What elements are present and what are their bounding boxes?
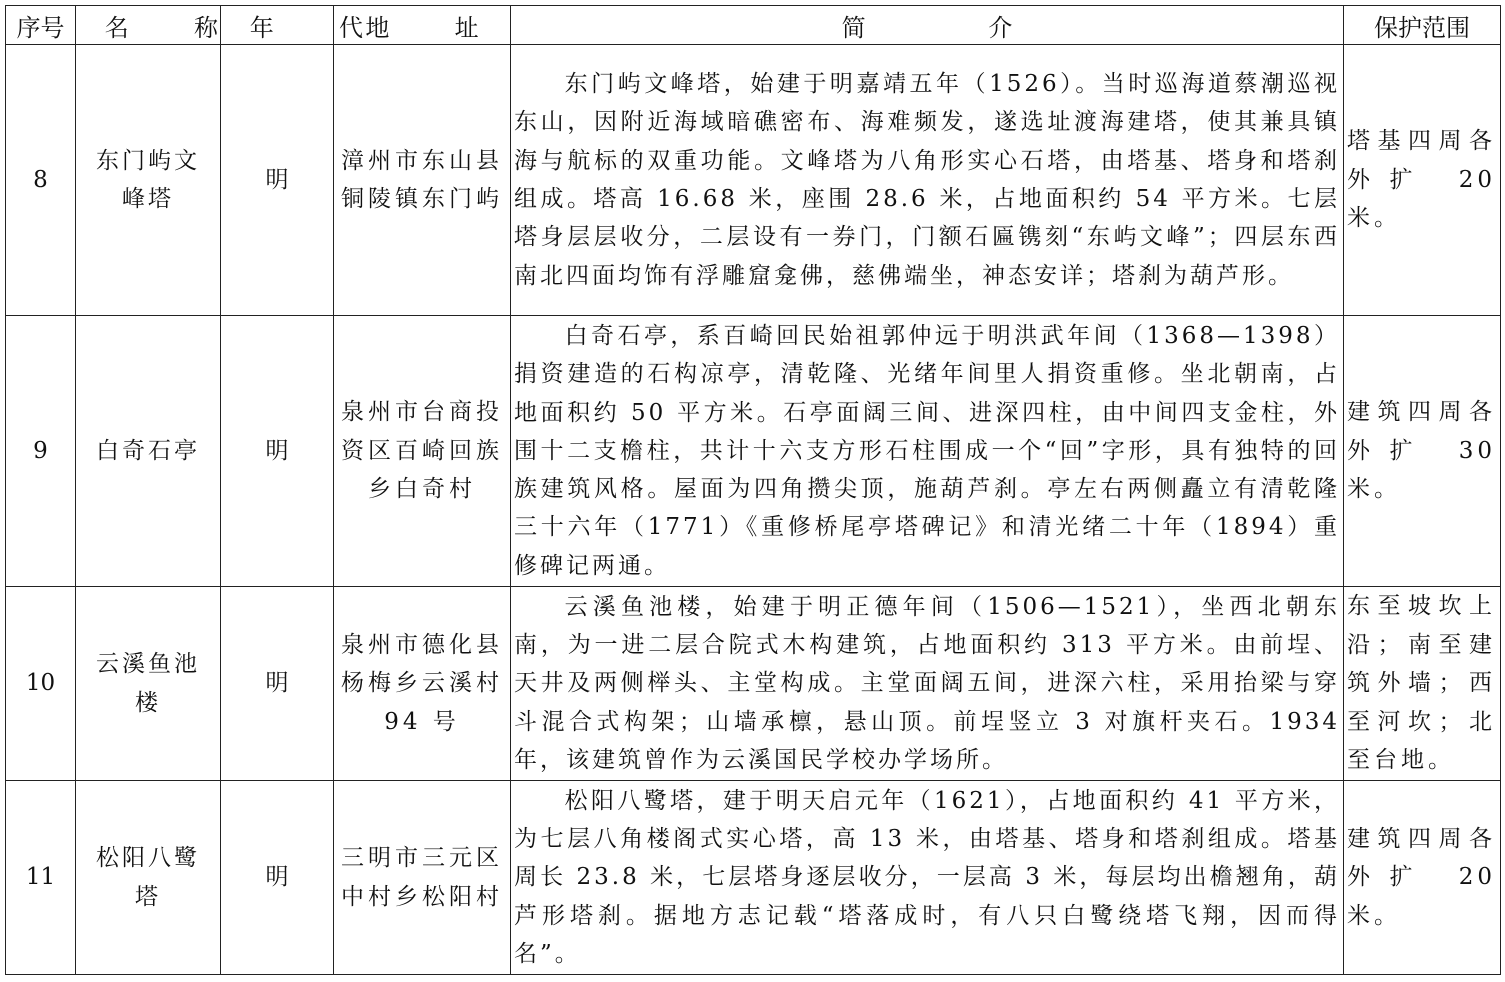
site-name: 云溪鱼池楼 bbox=[76, 587, 221, 781]
header-name: 名 称 bbox=[76, 6, 221, 45]
row-number: 11 bbox=[6, 781, 76, 975]
protection-scope: 东至坡坎上沿；南至建筑外墙；西至河坎；北至台地。 bbox=[1344, 587, 1501, 781]
header-address: 地 址 bbox=[334, 6, 511, 45]
row-number: 8 bbox=[6, 45, 76, 316]
row-number: 10 bbox=[6, 587, 76, 781]
site-era: 明 bbox=[221, 316, 334, 587]
header-description: 简 介 bbox=[511, 6, 1344, 45]
table-row bbox=[6, 587, 1501, 781]
site-era: 明 bbox=[221, 587, 334, 781]
site-description bbox=[511, 45, 1344, 316]
site-address: 三明市三元区中村乡松阳村 bbox=[334, 781, 511, 975]
table-row bbox=[6, 316, 1501, 587]
site-address: 漳州市东山县铜陵镇东门屿 bbox=[334, 45, 511, 316]
site-description bbox=[511, 781, 1344, 975]
site-address: 泉州市德化县杨梅乡云溪村 94 号 bbox=[334, 587, 511, 781]
site-description bbox=[511, 316, 1344, 587]
row-number: 9 bbox=[6, 316, 76, 587]
protection-scope: 塔基四周各外扩 20 米。 bbox=[1344, 45, 1501, 316]
protection-scope: 建筑四周各外扩 20 米。 bbox=[1344, 781, 1501, 975]
site-era: 明 bbox=[221, 45, 334, 316]
header-row bbox=[6, 6, 1501, 45]
header-era: 年 代 bbox=[221, 6, 334, 45]
site-address: 泉州市台商投资区百崎回族乡白奇村 bbox=[334, 316, 511, 587]
site-name: 白奇石亭 bbox=[76, 316, 221, 587]
site-name: 松阳八鹭塔 bbox=[76, 781, 221, 975]
protection-scope: 建筑四周各外扩 30 米。 bbox=[1344, 316, 1501, 587]
header-no: 序号 bbox=[6, 6, 76, 45]
header-protection: 保护范围 bbox=[1344, 6, 1501, 45]
table-row bbox=[6, 781, 1501, 975]
description-text: 松阳八鹭塔，建于明天启元年（1621），占地面积约 41 平方米，为七层八角楼阁式实心塔，高 13 米，由塔基、塔身和塔刹组成。塔基周长 23.8 米，七层塔身逐层收分，一层高 3 米，每层均出檐翘角，葫芦形塔刹。据地方志记载“塔落成时，有八只白鹭绕塔飞翔，因而得名”。 bbox=[514, 787, 1340, 967]
table-row bbox=[6, 45, 1501, 316]
site-description bbox=[511, 587, 1344, 781]
heritage-table bbox=[5, 5, 1501, 975]
site-name: 东门屿文峰塔 bbox=[76, 45, 221, 316]
description-text: 白奇石亭，系百崎回民始祖郭仲远于明洪武年间（1368—1398）捐资建造的石构凉亭，清乾隆、光绪年间里人捐资重修。坐北朝南，占地面积约 50 平方米。石亭面阔三间、进深四柱，由中间四支金柱，外围十二支檐柱，共计十六支方形石柱围成一个“回”字形，具有独特的回族建筑风格。屋面为四角攒尖顶，施葫芦刹。亭左右两侧矗立有清乾隆三十六年（1771）《重修桥尾亭塔碑记》和清光绪二十年（1894）重修碑记两通。 bbox=[514, 322, 1340, 579]
description-text: 东门屿文峰塔，始建于明嘉靖五年（1526）。当时巡海道蔡潮巡视东山，因附近海域暗礁密布、海难频发，遂选址渡海建塔，使其兼具镇海与航标的双重功能。文峰塔为八角形实心石塔，由塔基、塔身和塔刹组成。塔高 16.68 米，座围 28.6 米，占地面积约 54 平方米。七层塔身层层收分，二层设有一券门，门额石匾镌刻“东屿文峰”；四层东西南北四面均饰有浮雕窟龛佛，慈佛端坐，神态安详；塔刹为葫芦形。 bbox=[514, 71, 1340, 289]
description-text: 云溪鱼池楼，始建于明正德年间（1506—1521），坐西北朝东南，为一进二层合院式木构建筑，占地面积约 313 平方米。由前埕、天井及两侧榉头、主堂构成。主堂面阔五间，进深六柱，采用抬梁与穿斗混合式构架；山墙承檩，悬山顶。前埕竖立 3 对旗杆夹石。1934 年，该建筑曾作为云溪国民学校办学场所。 bbox=[514, 593, 1340, 773]
site-era: 明 bbox=[221, 781, 334, 975]
